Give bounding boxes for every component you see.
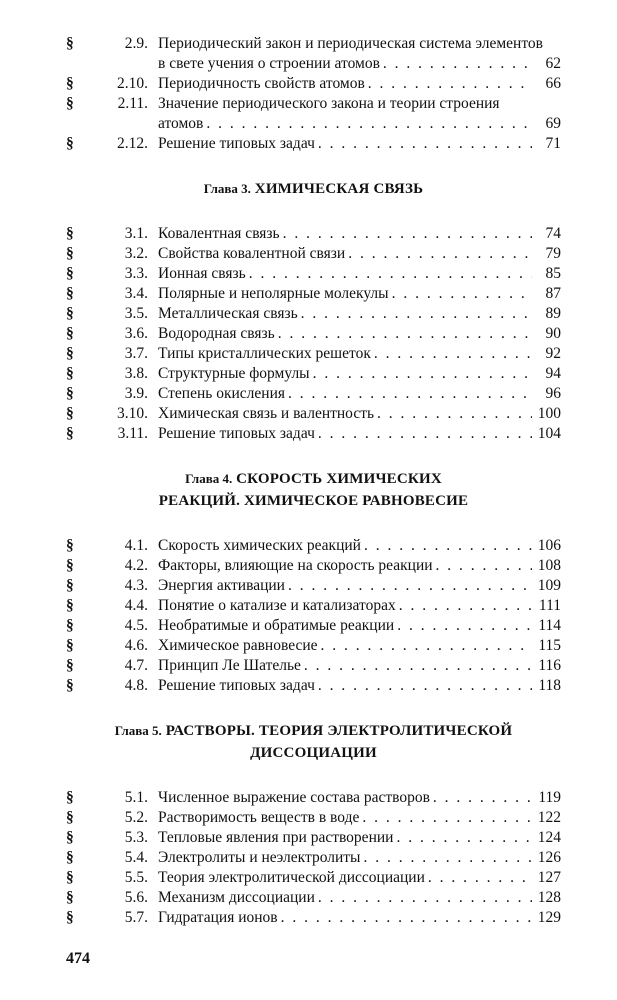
section-number: 5.1.: [124, 789, 148, 806]
section-sign: §: [66, 557, 74, 574]
toc-entry[interactable]: [66, 656, 561, 676]
toc-entry[interactable]: [66, 888, 561, 908]
page-ref: 122: [537, 809, 561, 826]
section-sign: §: [66, 789, 74, 806]
section-number: 3.8.: [124, 365, 148, 382]
section-sign: §: [66, 245, 74, 262]
section-title: Решение типовых задач: [158, 135, 315, 152]
section-title: Теория электролитической диссоциации: [158, 869, 425, 886]
section-title: Периодичность свойств атомов: [158, 75, 365, 92]
section-title: Ковалентная связь: [158, 225, 280, 242]
dot-leader: [288, 576, 532, 596]
section-number: 5.4.: [124, 849, 148, 866]
section-title: Химическая связь и валентность: [158, 405, 375, 422]
section-title: Полярные и неполярные молекулы: [158, 285, 389, 302]
section-sign: §: [66, 577, 74, 594]
page-ref: 114: [538, 617, 561, 634]
page-ref: 66: [545, 75, 561, 92]
chapter-title: РЕАКЦИЙ. ХИМИЧЕСКОЕ РАВНОВЕСИЕ: [158, 493, 469, 509]
chapter-heading: [66, 178, 561, 200]
dot-leader: [374, 344, 532, 364]
toc-entry[interactable]: [66, 848, 561, 868]
page-number: 474: [66, 950, 90, 967]
section-number: 4.6.: [124, 637, 148, 654]
section-title: Тепловые явления при растворении: [158, 829, 394, 846]
dot-leader: [364, 536, 532, 556]
toc-entry[interactable]: [66, 224, 561, 244]
toc-entry[interactable]: [66, 324, 561, 344]
dot-leader: [288, 384, 532, 404]
section-title: Периодический закон и периодическая система элементов: [158, 35, 543, 52]
toc-entry[interactable]: [66, 788, 561, 808]
section-title: Типы кристаллических решеток: [158, 345, 371, 362]
dot-leader: [392, 284, 532, 304]
section-title: Свойства ковалентной связи: [158, 245, 346, 262]
section-title: Решение типовых задач: [158, 425, 315, 442]
dot-leader: [433, 788, 532, 808]
chapter-title: ХИМИЧЕСКАЯ СВЯЗЬ: [254, 181, 424, 197]
section-number: 4.7.: [124, 657, 148, 674]
page-ref: 116: [538, 657, 561, 674]
section-number: 3.5.: [124, 305, 148, 322]
page-ref: 109: [537, 577, 561, 594]
dot-leader: [249, 264, 532, 284]
section-title: Растворимость веществ в воде: [158, 809, 360, 826]
section-sign: §: [66, 637, 74, 654]
toc-entry[interactable]: [66, 34, 561, 74]
dot-leader: [377, 404, 532, 424]
toc-entry[interactable]: [66, 808, 561, 828]
section-number: 3.11.: [117, 425, 148, 442]
toc-entry[interactable]: [66, 404, 561, 424]
dot-leader: [396, 828, 532, 848]
dot-leader: [318, 888, 532, 908]
section-number: 4.5.: [124, 617, 148, 634]
section-sign: §: [66, 617, 74, 634]
toc-entry[interactable]: [66, 636, 561, 656]
toc-entry[interactable]: [66, 364, 561, 384]
section-number: 4.1.: [124, 537, 148, 554]
dot-leader: [428, 868, 532, 888]
section-sign: §: [66, 325, 74, 342]
section-number: 4.2.: [124, 557, 148, 574]
section-title: Понятие о катализе и катализаторах: [158, 597, 396, 614]
section-sign: §: [66, 849, 74, 866]
section-title: Численное выражение состава растворов: [158, 789, 430, 806]
dot-leader: [348, 244, 532, 264]
section-number: 5.6.: [124, 889, 148, 906]
dot-leader: [313, 364, 532, 384]
dot-leader: [206, 114, 532, 134]
page-ref: 69: [545, 115, 561, 132]
chapter-title: РАСТВОРЫ. ТЕОРИЯ ЭЛЕКТРОЛИТИЧЕСКОЙ: [165, 723, 513, 739]
section-sign: §: [66, 265, 74, 282]
section-sign: §: [66, 75, 74, 92]
section-number: 3.6.: [124, 325, 148, 342]
dot-leader: [368, 74, 532, 94]
toc-entry[interactable]: [66, 304, 561, 324]
page-ref: 127: [537, 869, 561, 886]
page-ref: 108: [537, 557, 561, 574]
section-number: 3.7.: [124, 345, 148, 362]
dot-leader: [362, 808, 532, 828]
page-ref: 85: [545, 265, 561, 282]
section-title: Решение типовых задач: [158, 677, 315, 694]
page-ref: 124: [537, 829, 561, 846]
section-sign: §: [66, 405, 74, 422]
section-title: Ионная связь: [158, 265, 246, 282]
section-number: 5.2.: [124, 809, 148, 826]
dot-leader: [363, 848, 532, 868]
page-ref: 104: [537, 425, 561, 442]
dot-leader: [318, 676, 532, 696]
dot-leader: [301, 304, 532, 324]
toc-entry[interactable]: [66, 284, 561, 304]
section-number: 5.7.: [124, 909, 148, 926]
page-ref: 62: [545, 55, 561, 72]
dot-leader: [383, 54, 532, 74]
section-title: Принцип Ле Шателье: [158, 657, 301, 674]
dot-leader: [304, 656, 532, 676]
toc-entry[interactable]: [66, 244, 561, 264]
chapter-title: ДИССОЦИАЦИИ: [250, 745, 377, 761]
dot-leader: [318, 424, 532, 444]
section-sign: §: [66, 425, 74, 442]
section-title: атомов: [158, 115, 204, 132]
chapter-label: Глава 5.: [114, 723, 162, 738]
section-sign: §: [66, 305, 74, 322]
section-title: Водородная связь: [158, 325, 275, 342]
page-ref: 129: [537, 909, 561, 926]
page-ref: 74: [545, 225, 561, 242]
chapter-title: СКОРОСТЬ ХИМИЧЕСКИХ: [236, 471, 442, 487]
section-sign: §: [66, 385, 74, 402]
section-title: Необратимые и обратимые реакции: [158, 617, 395, 634]
section-title: Электролиты и неэлектролиты: [158, 849, 361, 866]
section-title: Факторы, влияющие на скорость реакции: [158, 557, 433, 574]
section-sign: §: [66, 597, 74, 614]
dot-leader: [321, 636, 532, 656]
section-sign: §: [66, 35, 74, 52]
section-title: Значение периодического закона и теории строения: [158, 95, 500, 112]
section-number: 2.9.: [124, 35, 148, 52]
section-number: 3.4.: [124, 285, 148, 302]
page-ref: 96: [545, 385, 561, 402]
section-sign: §: [66, 909, 74, 926]
section-number: 4.3.: [124, 577, 148, 594]
section-title: Степень окисления: [158, 385, 285, 402]
page-ref: 115: [538, 637, 561, 654]
section-sign: §: [66, 95, 74, 112]
toc-entry[interactable]: [66, 74, 561, 94]
section-number: 2.11.: [117, 95, 148, 112]
section-sign: §: [66, 135, 74, 152]
page-ref: 94: [545, 365, 561, 382]
section-sign: §: [66, 677, 74, 694]
chapter-label: Глава 4.: [185, 471, 233, 486]
toc-entry[interactable]: [66, 828, 561, 848]
section-sign: §: [66, 285, 74, 302]
section-number: 3.9.: [124, 385, 148, 402]
dot-leader: [278, 324, 532, 344]
section-title: Энергия активации: [158, 577, 285, 594]
toc-entry[interactable]: [66, 596, 561, 616]
page-ref: 118: [538, 677, 561, 694]
section-number: 4.8.: [124, 677, 148, 694]
section-title: в свете учения о строении атомов: [158, 55, 380, 72]
toc-entry[interactable]: [66, 908, 561, 928]
section-sign: §: [66, 657, 74, 674]
section-title: Химическое равновесие: [158, 637, 318, 654]
dot-leader: [281, 908, 532, 928]
toc-entry[interactable]: [66, 94, 561, 134]
section-sign: §: [66, 225, 74, 242]
section-number: 3.3.: [124, 265, 148, 282]
toc-entry[interactable]: [66, 556, 561, 576]
section-number: 3.1.: [124, 225, 148, 242]
toc-entry[interactable]: [66, 344, 561, 364]
section-title: Скорость химических реакций: [158, 537, 361, 554]
chapter-label: Глава 3.: [203, 181, 251, 196]
page-ref: 92: [545, 345, 561, 362]
toc-entry[interactable]: [66, 616, 561, 636]
section-number: 5.5.: [124, 869, 148, 886]
section-title: Механизм диссоциации: [158, 889, 315, 906]
section-number: 3.2.: [124, 245, 148, 262]
toc-entry[interactable]: [66, 868, 561, 888]
page-ref: 106: [537, 537, 561, 554]
section-sign: §: [66, 345, 74, 362]
section-title: Гидратация ионов: [158, 909, 278, 926]
page-ref: 90: [545, 325, 561, 342]
section-sign: §: [66, 869, 74, 886]
dot-leader: [399, 596, 532, 616]
toc-entry[interactable]: [66, 424, 561, 444]
page-ref: 87: [545, 285, 561, 302]
section-sign: §: [66, 829, 74, 846]
chapter-heading: [66, 720, 561, 764]
section-sign: §: [66, 365, 74, 382]
toc-entry[interactable]: [66, 264, 561, 284]
page-ref: 79: [545, 245, 561, 262]
table-of-contents: [66, 34, 561, 928]
chapter-heading: [66, 468, 561, 512]
page-ref: 128: [537, 889, 561, 906]
section-number: 5.3.: [124, 829, 148, 846]
dot-leader: [397, 616, 532, 636]
toc-entry[interactable]: [66, 676, 561, 696]
toc-entry[interactable]: [66, 134, 561, 154]
page-ref: 119: [538, 789, 561, 806]
section-number: 4.4.: [124, 597, 148, 614]
page-ref: 111: [538, 597, 561, 614]
toc-entry[interactable]: [66, 576, 561, 596]
section-sign: §: [66, 537, 74, 554]
dot-leader: [436, 556, 532, 576]
toc-entry[interactable]: [66, 536, 561, 556]
section-number: 3.10.: [117, 405, 148, 422]
page-ref: 89: [545, 305, 561, 322]
dot-leader: [283, 224, 532, 244]
section-number: 2.12.: [117, 135, 148, 152]
page-ref: 71: [545, 135, 561, 152]
toc-entry[interactable]: [66, 384, 561, 404]
dot-leader: [318, 134, 532, 154]
section-sign: §: [66, 889, 74, 906]
section-number: 2.10.: [117, 75, 148, 92]
section-title: Металлическая связь: [158, 305, 298, 322]
section-sign: §: [66, 809, 74, 826]
page-ref: 100: [537, 405, 561, 422]
page-ref: 126: [537, 849, 561, 866]
section-title: Структурные формулы: [158, 365, 310, 382]
